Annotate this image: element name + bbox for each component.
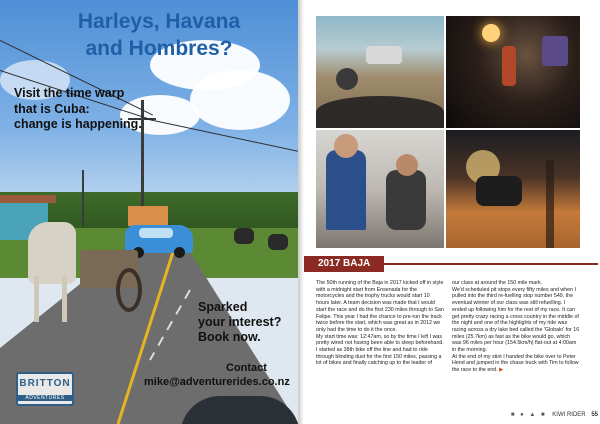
subtitle-line: change is happening. [14,117,142,131]
utility-pole [82,170,84,226]
title-line: Harleys, Havana [77,10,241,33]
article-paragraph: We'd scheduled pit stops every fifty miles and when I pulled into the third re-fuelling stop number 549, the eventual winner of our class was still refuelling. I ended up following him for the rest of my race. It can get pretty crazy racing a cross country in the middle of the night and one of the highlights of my ride was racing across a dry lake bed called the 'Globalo' for 16 miles (25.7km) as fast as the bike would go, which was 96 miles per hour (154.5km/h) flat-out at 4:00am in the morning. [452,286,580,354]
promo-line: Sparked [198,300,248,314]
photo-rider-drinking [316,130,444,248]
photo-night-pit-stop [446,16,580,128]
house [128,206,168,226]
article-paragraph: At the end of my stint I handed the bike over to Peter Hend and jumped in the chase truck with Tim to follow the race to the end. [452,353,579,374]
social-icons[interactable]: ■ ● ▲ ■ [510,412,547,418]
photo-riders-in-desert [316,16,444,128]
subtitle-line: Visit the time warp [14,86,125,100]
house-roof [0,195,56,203]
britton-adventures-logo [16,372,74,406]
horse [28,222,76,284]
article-paragraph: The 50th running of the Baja in 2017 kicked off in style with a midnight start from Ensenada for the motorcycles and the trophy trucks would start 10 hours later. A team decision was made that I would start the race and do the first 230 miles through to San Felipe. This year I had the chance to pre-run the track twice before the start, which was great as in 2012 we only had the time to do it the once. [316,280,444,333]
page-title [44,8,274,62]
section-title-banner: 2017 BAJA [304,256,384,272]
magazine-name: KIWI RIDER [552,412,586,418]
contact-email-link[interactable]: mike@adventurerides.co.nz [144,376,290,388]
photo-rider-at-dusk [446,130,580,248]
contact-block [144,361,296,389]
cart-wheel [116,268,142,312]
left-page-cover-photo [0,0,298,424]
subtitle [14,86,154,133]
article-column-1 [316,280,444,367]
right-page [304,0,600,424]
page-number: 55 [591,412,598,418]
promo-line: your interest? [198,315,282,329]
page-footer [494,411,598,419]
subtitle-line: that is Cuba: [14,101,90,116]
title-line: and Hombres? [85,37,233,60]
section-divider [384,263,598,265]
horse-leg [34,276,39,322]
end-of-article-icon: ▶ [499,367,504,374]
promo-text [198,300,294,345]
motorcycle [268,234,288,250]
article-paragraph: My start time was: 12:47am, so by the time I left I was pretty wired not having been able to sleep beforehand. I started as 38th bike off the line and had to ride through blinding dust for the first 150 miles, passing a lot of bikes and finally catching up to the leader of [316,333,444,367]
motorcycle [234,228,254,244]
promo-line: Book now. [198,330,261,344]
vintage-car [125,225,193,253]
logo-subtitle: ADVENTURES [18,395,72,401]
horse-leg [62,276,67,322]
contact-label: Contact [226,362,267,374]
article-column-2 [452,280,580,374]
article-paragraph: our class at around the 150 mile mark. [452,280,543,286]
logo-wordmark: BRITTON [19,378,71,389]
